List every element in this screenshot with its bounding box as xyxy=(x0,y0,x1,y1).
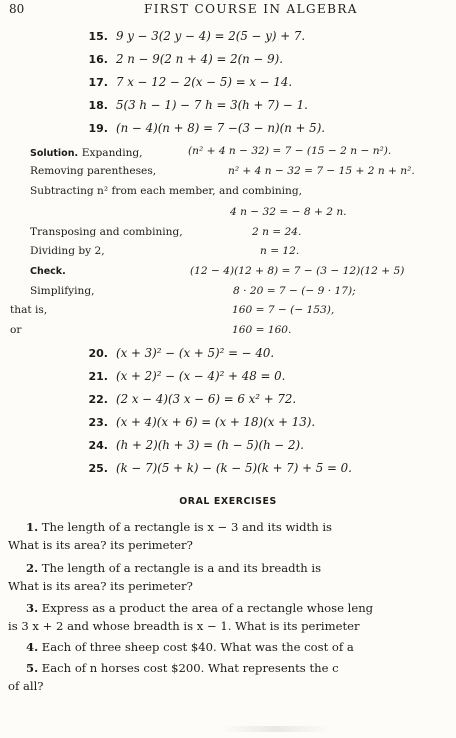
problem-15: 15. 9 y − 3(2 y − 4) = 2(5 − y) + 7. xyxy=(88,29,306,43)
problem-25: 25. (k − 7)(5 + k) − (k − 5)(k + 7) + 5 = 0. xyxy=(88,461,352,475)
problem-19: 19. (n − 4)(n + 8) = 7 −(3 − n)(n + 5). xyxy=(88,121,326,135)
problem-18: 18. 5(3 h − 1) − 7 h = 3(h + 7) − 1. xyxy=(88,98,308,112)
simplifying-text: Simplifying, xyxy=(30,285,95,297)
transposing-text: Transposing and combining, xyxy=(30,226,183,238)
problem-22: 22. (2 x − 4)(3 x − 6) = 6 x² + 72. xyxy=(88,392,297,406)
subtracting-text: Subtracting n² from each member, and combining, xyxy=(30,185,303,197)
or-equation: 160 = 160. xyxy=(232,324,292,336)
check-equation: (12 − 4)(12 + 8) = 7 − (3 − 12)(12 + 5) xyxy=(190,265,405,277)
problem-21: 21. (x + 2)² − (x − 4)² + 48 = 0. xyxy=(88,369,286,383)
removing-text: Removing parentheses, xyxy=(30,165,157,177)
oral-exercises-heading: ORAL EXERCISES xyxy=(179,496,277,507)
thatis-text: that is, xyxy=(10,304,48,316)
oral-exercise-5: 5. Each of n horses cost $200. What represents the c of all? xyxy=(8,661,339,693)
problem-17: 17. 7 x − 12 − 2(x − 5) = x − 14. xyxy=(88,75,293,89)
check-label: Check. xyxy=(30,266,66,277)
running-title: FIRST COURSE IN ALGEBRA xyxy=(144,2,358,16)
oral-exercise-4: 4. Each of three sheep cost $40. What was the cost of a xyxy=(26,640,354,654)
thatis-equation: 160 = 7 − (− 153), xyxy=(232,304,335,316)
simplifying-equation: 8 · 20 = 7 − (− 9 · 17); xyxy=(233,285,356,297)
solution-expanding: Solution. Expanding, xyxy=(30,147,143,159)
problem-16: 16. 2 n − 9(2 n + 4) = 2(n − 9). xyxy=(88,52,284,66)
problem-23: 23. (x + 4)(x + 6) = (x + 18)(x + 13). xyxy=(88,415,316,429)
oral-exercise-3: 3. Express as a product the area of a rectangle whose leng is 3 x + 2 and whose breadth is x − 1. What is its perimeter xyxy=(8,601,374,633)
problem-20: 20. (x + 3)² − (x + 5)² = − 40. xyxy=(88,346,275,360)
page-header xyxy=(0,2,456,18)
dividing-text: Dividing by 2, xyxy=(30,245,105,257)
dividing-equation: n = 12. xyxy=(260,245,300,257)
problem-24: 24. (h + 2)(h + 3) = (h − 5)(h − 2). xyxy=(88,438,304,452)
or-text: or xyxy=(10,324,22,336)
page-number: 80 xyxy=(9,2,25,16)
transposing-equation: 2 n = 24. xyxy=(252,226,302,238)
combining-equation: 4 n − 32 = − 8 + 2 n. xyxy=(230,206,347,218)
removing-equation: n² + 4 n − 32 = 7 − 15 + 2 n + n². xyxy=(228,165,415,177)
scan-smudge xyxy=(220,726,330,732)
expanding-equation: (n² + 4 n − 32) = 7 − (15 − 2 n − n²). xyxy=(188,145,392,157)
oral-exercise-1: 1. The length of a rectangle is x − 3 and its width is What is its area? its perimeter? xyxy=(8,520,333,552)
oral-exercise-2: 2. The length of a rectangle is a and its breadth is What is its area? its perimeter? xyxy=(8,561,322,593)
